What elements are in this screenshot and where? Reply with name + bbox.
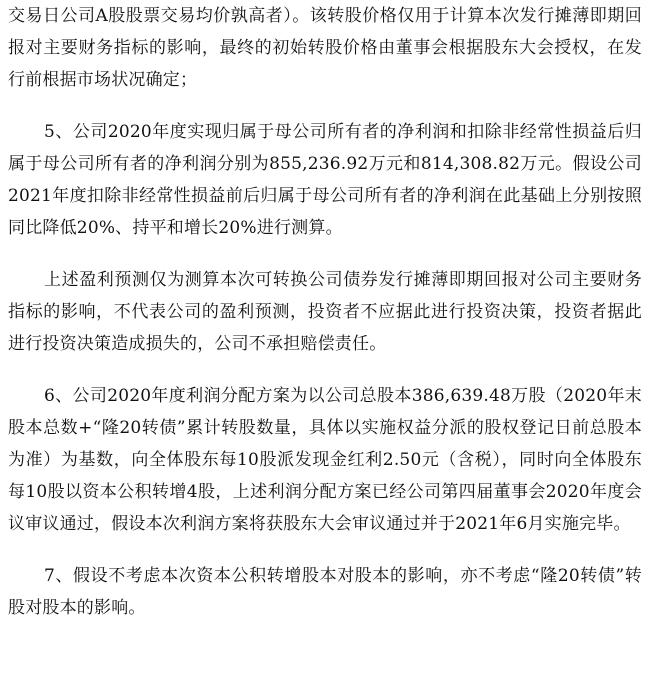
paragraph-gap xyxy=(8,244,642,264)
paragraph-gap xyxy=(8,540,642,560)
paragraph-continued: 交易日公司A股股票交易均价孰高者）。该转股价格仅用于计算本次发行摊薄即期回报对主要财务指标的影响，最终的初始转股价格由董事会根据股东大会授权，在发行前根据市场状况确定； xyxy=(8,6,642,90)
paragraph-item-7: 7、假设不考虑本次资本公积转增股本对股本的影响，亦不考虑“隆20转债”转股对股本的影响。 xyxy=(8,566,642,618)
paragraph-gap xyxy=(8,96,642,116)
paragraph-gap xyxy=(8,360,642,380)
document-body xyxy=(8,0,642,624)
paragraph-disclaimer: 上述盈利预测仅为测算本次可转换公司债券发行摊薄即期回报对公司主要财务指标的影响，不代表公司的盈利预测，投资者不应据此进行投资决策，投资者据此进行投资决策造成损失的，公司不承担赔偿责任。 xyxy=(8,270,642,354)
paragraph-item-5: 5、公司2020年度实现归属于母公司所有者的净利润和扣除非经常性损益后归属于母公司所有者的净利润分别为855,236.92万元和814,308.82万元。假设公司2021年度扣除非经常性损益前后归属于母公司所有者的净利润在此基础上分别按照同比降低20%、持平和增长20%进行测算。 xyxy=(8,122,642,238)
paragraph-item-6: 6、公司2020年度利润分配方案为以公司总股本386,639.48万股（2020年末股本总数+“隆20转债”累计转股数量，具体以实施权益分派的股权登记日前总股本为准）为基数，向全体股东每10股派发现金红利2.50元（含税），同时向全体股东每10股以资本公积转增4股，上述利润分配方案已经公司第四届董事会2020年度会议审议通过，假设本次利润方案将获股东大会审议通过并于2021年6月实施完毕。 xyxy=(8,386,642,534)
